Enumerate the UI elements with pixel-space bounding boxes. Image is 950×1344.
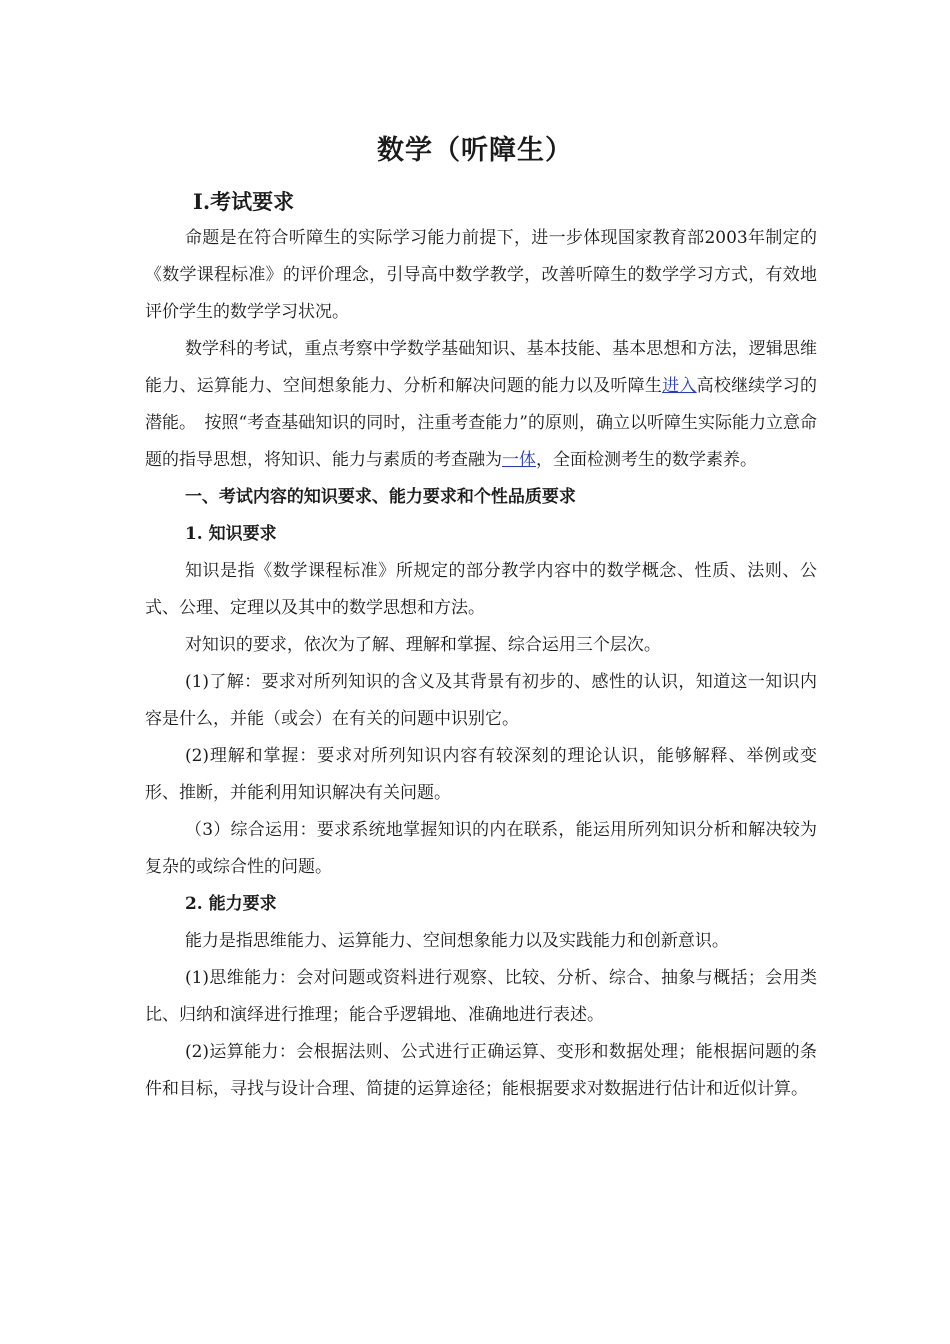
knowledge-heading: 1. 知识要求 (184, 524, 277, 544)
part1-heading: 一、考试内容的知识要求、能力要求和个性品质要求 (184, 487, 576, 507)
intro-p2-text-a: 数学科的考试，重点考察中学数学基础知识、基本技能、基本思想和方法，逻辑思维能力、运算能力、空间想象能力、分析和解决问题的能力以及听障生 (145, 339, 817, 396)
knowledge-paragraph-5: （3）综合运用：要求系统地掌握知识的内在联系，能运用所列知识分析和解决较为复杂的或综合性的问题。 (145, 820, 817, 877)
ability-paragraph-3: (2)运算能力：会根据法则、公式进行正确运算、变形和数据处理；能根据问题的条件和目标，寻找与设计合理、简捷的运算途径；能根据要求对数据进行估计和近似计算。 (145, 1042, 817, 1099)
ability-paragraph-1: 能力是指思维能力、运算能力、空间想象能力以及实践能力和创新意识。 (184, 931, 729, 951)
knowledge-paragraph-4: (2)理解和掌握：要求对所列知识内容有较深刻的理论认识，能够解释、举例或变形、推断，并能利用知识解决有关问题。 (145, 746, 817, 803)
ability-paragraph-2: (1)思维能力：会对问题或资料进行观察、比较、分析、综合、抽象与概括；会用类比、归纳和演绎进行推理；能合乎逻辑地、准确地进行表述。 (145, 968, 817, 1025)
intro-p2-text-b: 高校继续学习的潜能。 按照“考查基础知识的同时，注重考查能力”的原则，确立以听障生实际能力立意命题的指导思想，将知识、能力与素质的考查融为 (145, 376, 818, 470)
intro-paragraph-1: 命题是在符合听障生的实际学习能力前提下，进一步体现国家教育部2003年制定的《数学课程标准》的评价理念，引导高中数学教学，改善听障生的数学学习方式，有效地评价学生的数学学习状况。 (145, 228, 817, 322)
section-heading: Ⅰ.考试要求 (193, 189, 295, 214)
intro-p2-text-c: ，全面检测考生的数学素养。 (536, 450, 757, 470)
document-body (145, 220, 817, 1108)
knowledge-paragraph-1: 知识是指《数学课程标准》所规定的部分教学内容中的数学概念、性质、法则、公式、公理、定理以及其中的数学思想和方法。 (145, 561, 817, 618)
intro-paragraph-2 (145, 331, 817, 479)
knowledge-paragraph-2: 对知识的要求，依次为了解、理解和掌握、综合运用三个层次。 (184, 635, 661, 655)
link-jinru[interactable]: 进入 (662, 376, 697, 396)
knowledge-paragraph-3: (1)了解：要求对所列知识的含义及其背景有初步的、感性的认识，知道这一知识内容是什么，并能（或会）在有关的问题中识别它。 (145, 672, 817, 729)
ability-heading: 2. 能力要求 (184, 894, 277, 914)
link-yiti[interactable]: 一体 (502, 450, 536, 470)
document-title: 数学（听障生） (377, 135, 573, 166)
